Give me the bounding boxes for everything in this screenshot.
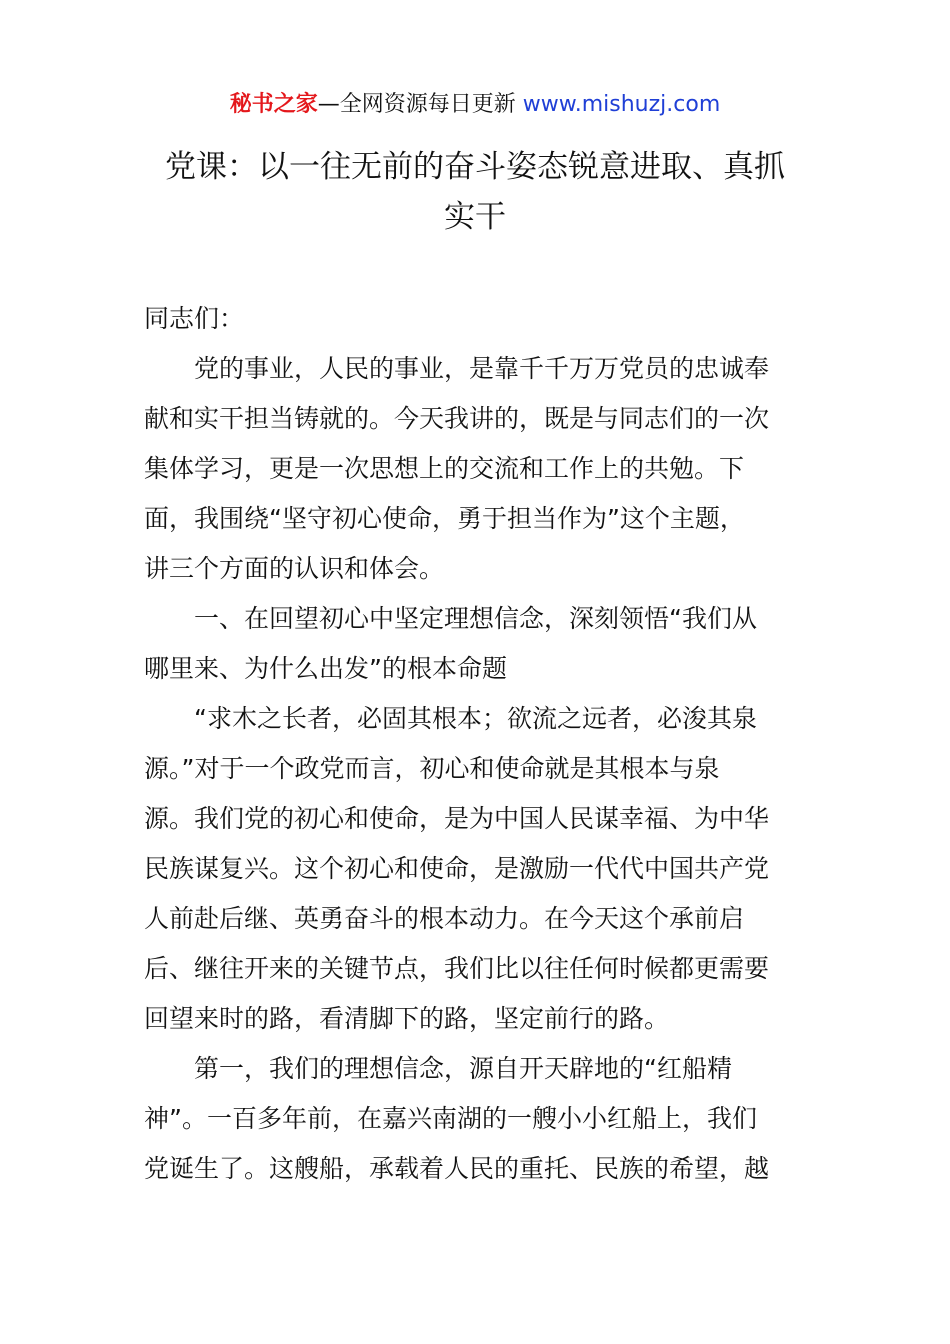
text-line: 集体学习，更是一次思想上的交流和工作上的共勉。下	[144, 454, 745, 483]
text-line: 党诞生了。这艘船，承载着人民的重托、民族的希望，越	[144, 1154, 770, 1183]
text-line: 神”。一百多年前，在嘉兴南湖的一艘小小红船上，我们	[144, 1104, 757, 1133]
text-line: “求木之长者，必固其根本；欲流之远者，必浚其泉	[194, 704, 757, 733]
text-line: 第一，我们的理想信念，源自开天辟地的“红船精	[194, 1054, 732, 1083]
paragraph-intro	[144, 344, 810, 594]
text-line: 民族谋复兴。这个初心和使命，是激励一代代中国共产党	[144, 854, 770, 883]
text-line: 后、继往开来的关键节点，我们比以往任何时候都更需要	[144, 954, 770, 983]
site-header	[0, 88, 950, 122]
title-line: 党课：以一往无前的奋斗姿态锐意进取、真抓	[165, 149, 785, 185]
greeting	[144, 294, 810, 344]
text-line: 源。”对于一个政党而言，初心和使命就是其根本与泉	[144, 754, 720, 783]
title-line: 实干	[444, 199, 506, 235]
text-line: 面，我围绕“坚守初心使命，勇于担当作为”这个主题，	[144, 504, 745, 533]
document-title	[130, 142, 820, 242]
site-url-link[interactable]: www.mishuzj.com	[522, 92, 721, 117]
text-line: 回望来时的路，看清脚下的路，坚定前行的路。	[144, 1004, 670, 1033]
text-line: 一、在回望初心中坚定理想信念，深刻领悟“我们从	[194, 604, 757, 633]
site-slogan: —全网资源每日更新	[317, 92, 523, 117]
text-line: 献和实干担当铸就的。今天我讲的，既是与同志们的一次	[144, 404, 770, 433]
text-line: 讲三个方面的认识和体会。	[144, 554, 445, 583]
text-line: 源。我们党的初心和使命，是为中国人民谋幸福、为中华	[144, 804, 770, 833]
document-body	[144, 294, 810, 1194]
text-line: 哪里来、为什么出发”的根本命题	[144, 654, 507, 683]
text-line: 人前赴后继、英勇奋斗的根本动力。在今天这个承前启	[144, 904, 745, 933]
text-line: 同志们：	[144, 304, 245, 333]
brand-name: 秘书之家	[229, 92, 318, 117]
paragraph-first-point	[144, 1044, 810, 1194]
paragraph-quote	[144, 694, 810, 1044]
text-line: 党的事业，人民的事业，是靠千千万万党员的忠诚奉	[194, 354, 770, 383]
section-heading-1	[144, 594, 810, 694]
